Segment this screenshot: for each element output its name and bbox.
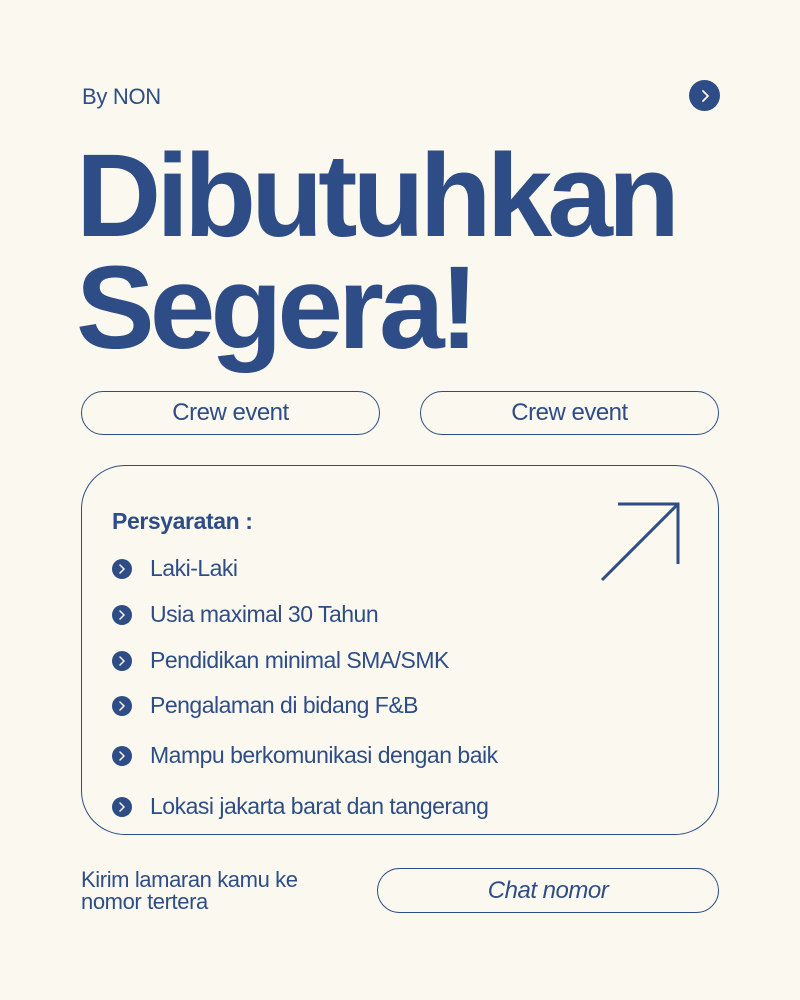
byline: By NON	[82, 84, 161, 109]
chevron-right-icon	[112, 696, 132, 716]
chevron-right-icon	[112, 559, 132, 579]
chevron-right-icon	[699, 89, 711, 103]
headline	[76, 130, 675, 374]
requirement-item	[112, 647, 449, 674]
requirement-text: Laki-Laki	[150, 555, 238, 581]
position-pill-2[interactable]: Crew event	[420, 391, 719, 435]
requirement-text: Pendidikan minimal SMA/SMK	[150, 647, 449, 673]
requirement-item	[112, 742, 498, 769]
requirement-item	[112, 692, 418, 719]
requirements-title: Persyaratan :	[112, 508, 253, 534]
headline-line-1: Dibutuhkan	[76, 130, 675, 262]
footer-instruction-line-1: Kirim lamaran kamu ke	[81, 867, 298, 892]
requirements-card	[81, 465, 719, 835]
requirement-item	[112, 555, 238, 582]
requirement-text: Mampu berkomunikasi dengan baik	[150, 742, 498, 768]
footer-instruction-line-2: nomor tertera	[81, 889, 208, 914]
arrow-up-right-icon	[598, 500, 682, 584]
requirement-text: Pengalaman di bidang F&B	[150, 692, 419, 718]
chat-button[interactable]: Chat nomor	[377, 868, 719, 913]
next-button[interactable]	[689, 80, 720, 111]
chevron-right-icon	[112, 746, 132, 766]
footer-instruction	[81, 869, 298, 913]
chevron-right-icon	[112, 605, 132, 625]
headline-line-2: Segera!	[76, 242, 474, 374]
requirement-item	[112, 793, 488, 820]
requirement-item	[112, 601, 378, 628]
requirement-text: Lokasi jakarta barat dan tangerang	[150, 793, 489, 819]
position-pill-1[interactable]: Crew event	[81, 391, 380, 435]
chevron-right-icon	[112, 797, 132, 817]
requirement-text: Usia maximal 30 Tahun	[150, 601, 379, 627]
chevron-right-icon	[112, 651, 132, 671]
